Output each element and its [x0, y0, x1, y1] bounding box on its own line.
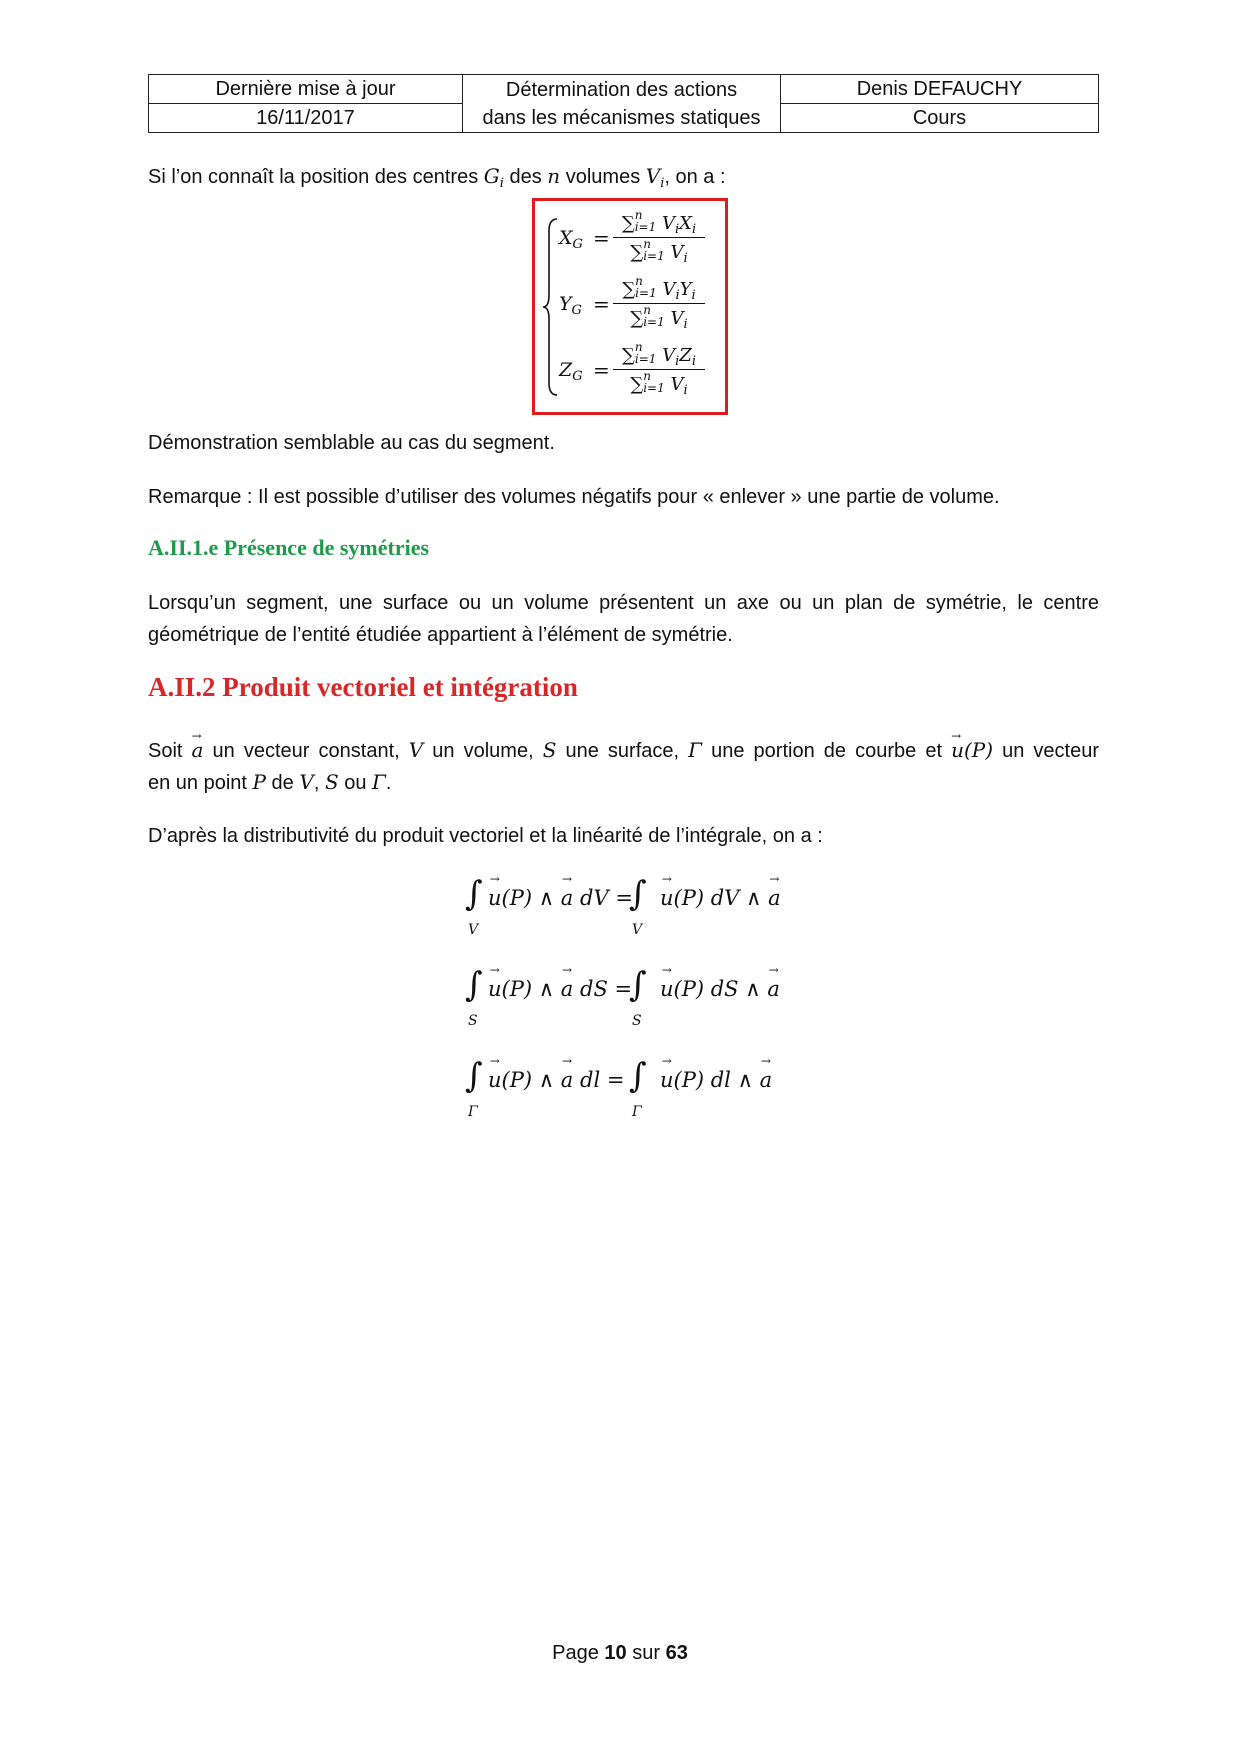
fraction-x: ∑n i=1 $V_iX_i$ ∑n i=1 $V_i$: [613, 209, 705, 266]
author: Denis DEFAUCHY: [781, 75, 1099, 104]
integral-domain: V: [632, 922, 643, 938]
integral-domain: Γ: [468, 1104, 478, 1120]
integral-domain: S: [468, 1013, 478, 1029]
barycenter-formula-box: [532, 198, 728, 415]
lhs-y: $Y_G$: [559, 293, 582, 318]
integral-sign: ∫: [465, 965, 483, 1005]
formula-row-y: [535, 275, 731, 337]
equals-sign: =: [593, 292, 610, 316]
title-line1: Détermination des actions: [505, 78, 738, 101]
total-pages: 63: [665, 1642, 688, 1664]
page-footer: Page 10 sur 63: [552, 1642, 688, 1664]
formula-row-x: [535, 209, 731, 271]
intro-line: [148, 160, 726, 200]
page-number: 10: [604, 1642, 627, 1664]
symmetry-paragraph-line1: Lorsqu’un segment, une surface ou un volume présentent un axe ou un plan de symétrie, le centre: [148, 592, 1099, 614]
last-update-label: Dernière mise à jour: [149, 75, 463, 104]
document-title: [463, 75, 781, 133]
vector-u: u →: [951, 734, 964, 766]
vector-a: a →: [192, 734, 204, 766]
section-heading-cross-product: A.II.2 Produit vectoriel et intégration: [148, 672, 578, 702]
integral-domain: Γ: [632, 1104, 642, 1120]
cross-product-paragraph-line1: Soit a → un vecteur constant, V un volume, S une surface, Γ une portion de courbe et u →(P) un vecteur: [148, 734, 1099, 767]
integral-sign: ∫: [629, 965, 647, 1005]
section-heading-symmetries: A.II.1.e Présence de symétries: [148, 535, 430, 560]
integral-sign: ∫: [465, 1056, 483, 1096]
formula-row-z: [535, 341, 731, 403]
lhs-z: $Z_G$: [559, 359, 583, 384]
lhs-x: $X_G$: [559, 227, 583, 252]
intro-text-3: volumes: [560, 166, 646, 188]
intro-text-1: Si l’on connaît la position des centres: [148, 166, 484, 188]
math-n: n: [547, 164, 561, 188]
intro-text-4: , on a :: [664, 166, 726, 188]
math-G: $G_i$: [483, 164, 504, 191]
integral-sign: ∫: [629, 1056, 647, 1096]
integral-sign: ∫: [465, 874, 483, 914]
intro-text-2: des: [503, 166, 548, 188]
distributivity-paragraph: D’après la distributivité du produit vectoriel et la linéarité de l’intégrale, on a :: [148, 825, 823, 847]
title-line2: dans les mécanismes statiques: [482, 106, 761, 129]
fraction-z: ∑n i=1 $V_iZ_i$ ∑n i=1 $V_i$: [613, 341, 705, 398]
integral-equation-volume: ∫ V u →(P) ∧ a → dV = ∫ V u →(P) dV ∧ a →: [456, 880, 796, 950]
remark-text: Remarque : Il est possible d’utiliser des volumes négatifs pour « enlever » une partie de volume.: [148, 486, 1000, 508]
doc-type: Cours: [781, 104, 1099, 133]
integral-domain: V: [468, 922, 479, 938]
fraction-y: ∑n i=1 $V_iY_i$ ∑n i=1 $V_i$: [613, 275, 705, 332]
cross-product-paragraph-line2: en un point P de V, S ou Γ.: [148, 770, 392, 794]
integral-equation-curve: ∫ Γ u →(P) ∧ a → dl = ∫ Γ u →(P) dl ∧ a →: [456, 1062, 796, 1132]
demonstration-text: Démonstration semblable au cas du segment.: [148, 432, 555, 454]
equals-sign: =: [593, 358, 610, 382]
equals-sign: =: [593, 226, 610, 250]
symmetry-paragraph-line2: géométrique de l’entité étudiée appartient à l’élément de symétrie.: [148, 624, 733, 646]
math-V: $V_i$: [645, 164, 665, 191]
integral-sign: ∫: [629, 874, 647, 914]
integral-domain: S: [632, 1013, 642, 1029]
header-table: [148, 74, 1099, 133]
update-date: 16/11/2017: [149, 104, 463, 133]
integral-equation-surface: ∫ S u →(P) ∧ a → dS = ∫ S u →(P) dS ∧ a →: [456, 971, 796, 1041]
